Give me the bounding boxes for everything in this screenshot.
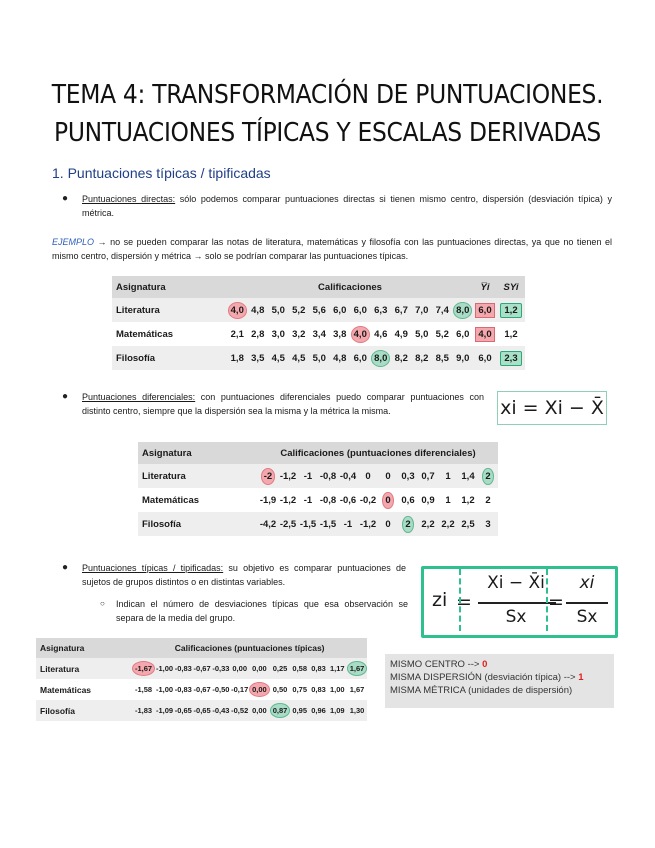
grade-cell — [249, 658, 270, 679]
sd-value: 1,2 — [504, 328, 518, 340]
grade-cell — [318, 512, 338, 536]
grade-cell — [132, 658, 155, 679]
grade-value: 0,50 — [272, 685, 288, 694]
formula-den1: Sx — [505, 607, 527, 627]
grade-value: -1,5 — [299, 518, 317, 530]
grade-value: 3 — [485, 518, 491, 530]
grade-value: 1,4 — [461, 470, 475, 482]
mean-value: 6,0 — [478, 352, 492, 364]
grade-cell — [371, 322, 392, 346]
grade-value: 5,0 — [271, 304, 285, 316]
grade-cell — [193, 700, 212, 721]
grade-value: 0,83 — [311, 685, 326, 694]
grade-cell — [298, 512, 318, 536]
title-line-2: PUNTUACIONES TÍPICAS Y ESCALAS DERIVADAS — [54, 118, 601, 148]
note-value-1: 0 — [482, 659, 488, 670]
grade-value: 2 — [485, 494, 491, 506]
grade-value: 8,2 — [415, 352, 429, 364]
grade-cell — [453, 322, 474, 346]
grade-value: -1,2 — [279, 470, 297, 482]
grade-value: 4,5 — [271, 352, 285, 364]
grade-value: 0 — [382, 492, 393, 509]
grade-cell — [227, 322, 248, 346]
grade-cell — [398, 512, 418, 536]
grade-cell — [132, 700, 155, 721]
grade-cell — [289, 346, 310, 370]
grade-cell — [328, 700, 347, 721]
formula-num2: xi — [579, 573, 595, 593]
grade-cell — [378, 464, 398, 488]
grade-cell — [258, 512, 278, 536]
grade-value: -4,2 — [259, 518, 277, 530]
formula-num1: Xi − X̄i — [487, 573, 545, 593]
grade-cell — [338, 464, 358, 488]
row-subject: Literatura — [116, 304, 160, 316]
grade-value: 8,0 — [371, 350, 390, 367]
row-subject: Filosofía — [142, 518, 182, 530]
note-line-3: MISMA MÉTRICA (unidades de dispersión) — [390, 685, 573, 696]
grade-value: 2,2 — [421, 518, 435, 530]
grade-value: 8,0 — [453, 302, 472, 319]
grade-value: 2,1 — [230, 328, 244, 340]
grade-value: -1 — [343, 518, 353, 530]
grade-value: 1,00 — [330, 685, 345, 694]
note-box — [385, 654, 614, 708]
title-line-1: TEMA 4: TRANSFORMACIÓN DE PUNTUACIONES. — [51, 80, 604, 110]
grade-value: 1 — [445, 470, 451, 482]
bullet-tipicas: ● Puntuaciones típicas / tipificadas: su objetivo es comparar puntuaciones de sujetos de grupos distintos o en distintas variables. — [62, 562, 406, 587]
grade-cell — [418, 464, 438, 488]
grade-value: 0,83 — [311, 664, 326, 673]
grade-cell — [248, 346, 269, 370]
grade-cell — [174, 679, 193, 700]
grade-cell — [432, 322, 453, 346]
grade-value: 5,0 — [415, 328, 429, 340]
grade-cell — [330, 298, 351, 322]
example-paragraph — [52, 235, 612, 263]
grade-cell — [338, 512, 358, 536]
table-header-mean: Y̅i — [480, 281, 490, 293]
grade-cell — [330, 322, 351, 346]
grade-cell — [268, 322, 289, 346]
grade-value: 6,0 — [353, 352, 367, 364]
grade-value: 0,00 — [232, 664, 247, 673]
grade-value: 6,0 — [456, 328, 470, 340]
sd-value: 1,2 — [500, 303, 521, 318]
grade-cell — [358, 512, 378, 536]
grade-cell — [278, 512, 298, 536]
bullet-text: sólo podemos comparar puntuaciones directas si tienen mismo centro, dispersión (desviación típica) y métrica. — [82, 194, 613, 218]
grade-cell — [398, 488, 418, 512]
grade-cell — [330, 346, 351, 370]
grade-value: -0,67 — [193, 664, 211, 673]
grade-cell — [227, 346, 248, 370]
row-subject: Filosofía — [40, 705, 75, 716]
grade-cell — [309, 700, 328, 721]
row-subject: Literatura — [40, 663, 80, 674]
grade-value: 2,8 — [251, 328, 265, 340]
grade-cell — [248, 322, 269, 346]
grade-value: 4,0 — [228, 302, 247, 319]
grade-value: 5,2 — [435, 328, 449, 340]
grade-value: 5,2 — [292, 304, 306, 316]
grade-cell — [268, 346, 289, 370]
grade-cell — [278, 464, 298, 488]
grade-cell — [290, 700, 309, 721]
table-row — [138, 512, 498, 536]
grade-value: -0,4 — [339, 470, 357, 482]
table-header-subject: Asignatura — [142, 447, 192, 459]
grade-value: 0 — [385, 470, 391, 482]
grade-value: -1,00 — [155, 664, 174, 673]
grade-cell — [398, 464, 418, 488]
formula-diferencial: xi = Xi − X̄ — [497, 391, 607, 425]
grade-cell — [318, 488, 338, 512]
grade-value: 1,67 — [347, 661, 368, 676]
grade-cell — [318, 464, 338, 488]
grade-cell — [249, 679, 270, 700]
grade-cell — [212, 658, 231, 679]
grade-cell — [298, 464, 318, 488]
grade-value: -0,8 — [319, 470, 337, 482]
grade-value: -1,09 — [155, 706, 174, 715]
example-text: → no se pueden comparar las notas de literatura, matemáticas y filosofía con las puntuaciones directas, ya que no tienen el mismo centro, dispersión y métrica → solo se podrían comparar las puntuaciones típicas. — [52, 237, 612, 261]
grade-value: 6,3 — [374, 304, 388, 316]
grade-value: -1,2 — [279, 494, 297, 506]
grade-cell — [309, 298, 330, 322]
grade-value: 4,5 — [292, 352, 306, 364]
grade-value: 5,6 — [312, 304, 326, 316]
table-header-grades: Calificaciones (puntuaciones diferenciales) — [280, 447, 476, 459]
grade-cell — [290, 658, 309, 679]
grade-value: 4,0 — [351, 326, 370, 343]
grade-cell — [193, 658, 212, 679]
grade-cell — [227, 298, 248, 322]
table-row — [138, 488, 498, 512]
grade-cell — [453, 346, 474, 370]
grade-cell — [438, 464, 458, 488]
grade-cell — [438, 488, 458, 512]
grade-value: 8,5 — [435, 352, 449, 364]
grade-cell — [258, 464, 278, 488]
grade-cell — [432, 298, 453, 322]
grade-cell — [478, 488, 498, 512]
row-subject: Matemáticas — [116, 328, 174, 340]
grade-cell — [391, 322, 412, 346]
grade-value: 6,0 — [353, 304, 367, 316]
section-heading: 1. Puntuaciones típicas / tipificadas — [52, 165, 271, 181]
grade-value: 8,2 — [394, 352, 408, 364]
table-row — [112, 322, 525, 346]
grade-value: -0,65 — [174, 706, 192, 715]
grade-value: 4,9 — [394, 328, 408, 340]
grade-cell — [230, 679, 249, 700]
grade-value: 1,30 — [349, 706, 365, 715]
grade-cell — [132, 679, 155, 700]
grade-cell — [230, 658, 249, 679]
grade-value: 2 — [402, 516, 413, 533]
grade-value: 1,8 — [230, 352, 244, 364]
sd-value: 2,3 — [500, 351, 521, 366]
grade-value: 0,00 — [252, 664, 267, 673]
grade-cell — [338, 488, 358, 512]
grade-value: 2 — [482, 468, 493, 485]
table-row — [36, 700, 367, 721]
grade-value: 0 — [385, 518, 391, 530]
grade-value: 3,0 — [271, 328, 285, 340]
grade-cell — [328, 679, 347, 700]
grade-value: -0,67 — [193, 685, 211, 694]
grade-value: -0,33 — [212, 664, 230, 673]
grade-value: -1,58 — [135, 685, 153, 694]
grade-value: 1,17 — [330, 664, 345, 673]
grade-cell — [328, 658, 347, 679]
grade-value: -1,00 — [155, 685, 174, 694]
bullet-label: Puntuaciones típicas / tipificadas: — [82, 563, 224, 573]
grade-cell — [358, 488, 378, 512]
grade-value: -0,83 — [174, 664, 192, 673]
formula-den2: Sx — [576, 607, 598, 627]
grade-cell — [309, 679, 328, 700]
grade-cell — [391, 298, 412, 322]
table-header-grades: Calificaciones — [318, 281, 382, 293]
grade-value: 3,5 — [251, 352, 265, 364]
grade-value: -1,5 — [319, 518, 337, 530]
table-header-subject: Asignatura — [40, 643, 85, 653]
grade-cell — [270, 679, 291, 700]
grade-value: 0,6 — [401, 494, 415, 506]
row-subject: Filosofía — [116, 352, 156, 364]
row-subject: Matemáticas — [40, 684, 92, 695]
bullet-diferenciales: ● Puntuaciones diferenciales: con puntuaciones diferenciales puedo comparar puntuaciones con distinto centro, siempre que la dispersión sea la misma y la métrica la misma. — [62, 391, 484, 416]
grade-value: 3,4 — [312, 328, 326, 340]
grade-cell — [371, 298, 392, 322]
grade-cell — [350, 322, 371, 346]
grade-value: -0,83 — [174, 685, 192, 694]
sub-bullet-text: Indican el número de desviaciones típicas que esa observación se separa de la media del grupo. — [116, 599, 408, 623]
grade-cell — [432, 346, 453, 370]
grade-cell — [347, 700, 368, 721]
grade-cell — [350, 346, 371, 370]
grade-cell — [412, 322, 433, 346]
grade-cell — [378, 512, 398, 536]
grade-value: -1,2 — [359, 518, 377, 530]
grade-cell — [230, 700, 249, 721]
grade-value: -1,67 — [132, 661, 155, 676]
grade-cell — [378, 488, 398, 512]
grade-cell — [155, 700, 174, 721]
grade-cell — [155, 679, 174, 700]
grade-cell — [347, 658, 368, 679]
grade-cell — [248, 298, 269, 322]
grade-cell — [458, 464, 478, 488]
grade-cell — [258, 488, 278, 512]
grade-value: 0,3 — [401, 470, 415, 482]
table-tipicas — [36, 638, 367, 721]
grade-value: 6,0 — [333, 304, 347, 316]
grade-value: 4,8 — [251, 304, 265, 316]
grade-cell — [289, 298, 310, 322]
grade-cell — [458, 488, 478, 512]
table-row — [112, 346, 525, 370]
grade-value: -0,65 — [193, 706, 211, 715]
grade-value: 0,9 — [421, 494, 435, 506]
grade-cell — [358, 464, 378, 488]
bullet-label: Puntuaciones diferenciales: — [82, 392, 196, 402]
formula-lhs: zi — [432, 589, 448, 611]
grade-value: 1,2 — [461, 494, 475, 506]
grade-cell — [453, 298, 474, 322]
grade-value: 0,87 — [270, 703, 291, 718]
grade-cell — [290, 679, 309, 700]
grade-cell — [289, 322, 310, 346]
grade-value: 2,5 — [461, 518, 475, 530]
sub-bullet: ○ Indican el número de desviaciones típicas que esa observación se separa de la media del grupo. — [100, 599, 408, 623]
grade-cell — [391, 346, 412, 370]
grade-value: 6,7 — [394, 304, 408, 316]
grade-cell — [418, 488, 438, 512]
bullet-label: Puntuaciones directas: — [82, 194, 176, 204]
grade-value: 1,67 — [349, 685, 365, 694]
grade-value: -0,50 — [212, 685, 230, 694]
bullet-text: con puntuaciones diferenciales puedo comparar puntuaciones con distinto centro, siempre que la dispersión sea la misma y la métrica la misma. — [82, 392, 484, 416]
grade-cell — [478, 464, 498, 488]
formula-tipica: zi = Xi − X̄i Sx = xi Sx — [421, 566, 618, 638]
table-header-grades: Calificaciones (puntuaciones típicas) — [174, 643, 325, 653]
grade-value: 0,95 — [292, 706, 308, 715]
grade-cell — [270, 700, 291, 721]
grade-value: 3,8 — [333, 328, 347, 340]
grade-value: -1 — [303, 494, 313, 506]
note-line-1: MISMO CENTRO --> — [390, 659, 483, 670]
grade-value: 0,75 — [292, 685, 308, 694]
row-subject: Literatura — [142, 470, 186, 482]
example-label: EJEMPLO — [52, 237, 95, 247]
grade-value: 5,0 — [312, 352, 326, 364]
grade-cell — [268, 298, 289, 322]
grade-cell — [212, 679, 231, 700]
grade-cell — [174, 700, 193, 721]
table-row — [138, 464, 498, 488]
grade-value: 0,7 — [421, 470, 435, 482]
grade-cell — [309, 658, 328, 679]
grade-cell — [270, 658, 291, 679]
grade-value: 0,00 — [249, 682, 270, 697]
table-header-sd: SYi — [503, 281, 519, 293]
grade-value: 7,0 — [415, 304, 429, 316]
table-diferenciales — [138, 442, 498, 536]
grade-value: -2 — [261, 468, 275, 485]
grade-value: 9,0 — [456, 352, 470, 364]
grade-cell — [350, 298, 371, 322]
grade-value: 4,6 — [374, 328, 388, 340]
grade-value: -0,6 — [339, 494, 357, 506]
grade-value: 7,4 — [435, 304, 449, 316]
grade-cell — [298, 488, 318, 512]
grade-cell — [418, 512, 438, 536]
grade-value: -0,52 — [231, 706, 249, 715]
grade-cell — [458, 512, 478, 536]
grade-cell — [347, 679, 368, 700]
table-directas — [112, 276, 525, 370]
grade-value: 3,2 — [292, 328, 306, 340]
grade-value: -0,8 — [319, 494, 337, 506]
grade-cell — [174, 658, 193, 679]
grade-value: 4,8 — [333, 352, 347, 364]
grade-value: -0,43 — [212, 706, 230, 715]
grade-cell — [412, 346, 433, 370]
row-subject: Matemáticas — [142, 494, 200, 506]
grade-cell — [438, 512, 458, 536]
grade-value: -1,9 — [259, 494, 277, 506]
grade-value: 0 — [365, 470, 371, 482]
grade-cell — [193, 679, 212, 700]
note-line-2: MISMA DISPERSIÓN (desviación típica) --> — [390, 672, 579, 683]
grade-value: -1,83 — [135, 706, 153, 715]
grade-value: -2,5 — [279, 518, 297, 530]
grade-cell — [412, 298, 433, 322]
mean-value: 6,0 — [475, 303, 494, 318]
table-header-subject: Asignatura — [116, 281, 166, 293]
note-value-2: 1 — [578, 672, 584, 683]
grade-cell — [155, 658, 174, 679]
grade-value: 2,2 — [441, 518, 455, 530]
mean-value: 4,0 — [475, 327, 494, 342]
bullet-directas: ● Puntuaciones directas: sólo podemos comparar puntuaciones directas si tienen mismo centro, dispersión (desviación típica) y métrica. — [62, 193, 613, 218]
table-row — [36, 658, 367, 679]
grade-cell — [371, 346, 392, 370]
grade-value: 0,25 — [272, 664, 288, 673]
grade-cell — [309, 346, 330, 370]
grade-value: 0,96 — [311, 706, 326, 715]
grade-value: 1,09 — [330, 706, 345, 715]
bullet-text: su objetivo es comparar puntuaciones de sujetos de grupos distintos o en distintas variables. — [82, 563, 406, 587]
grade-value: 0,58 — [292, 664, 308, 673]
grade-cell — [278, 488, 298, 512]
grade-value: 1 — [445, 494, 451, 506]
table-row — [36, 679, 367, 700]
grade-value: -0,17 — [231, 685, 249, 694]
grade-value: 0,00 — [252, 706, 267, 715]
grade-cell — [309, 322, 330, 346]
grade-value: -0,2 — [359, 494, 377, 506]
grade-cell — [249, 700, 270, 721]
table-row — [112, 298, 525, 322]
grade-cell — [212, 700, 231, 721]
grade-cell — [478, 512, 498, 536]
grade-value: -1 — [303, 470, 313, 482]
